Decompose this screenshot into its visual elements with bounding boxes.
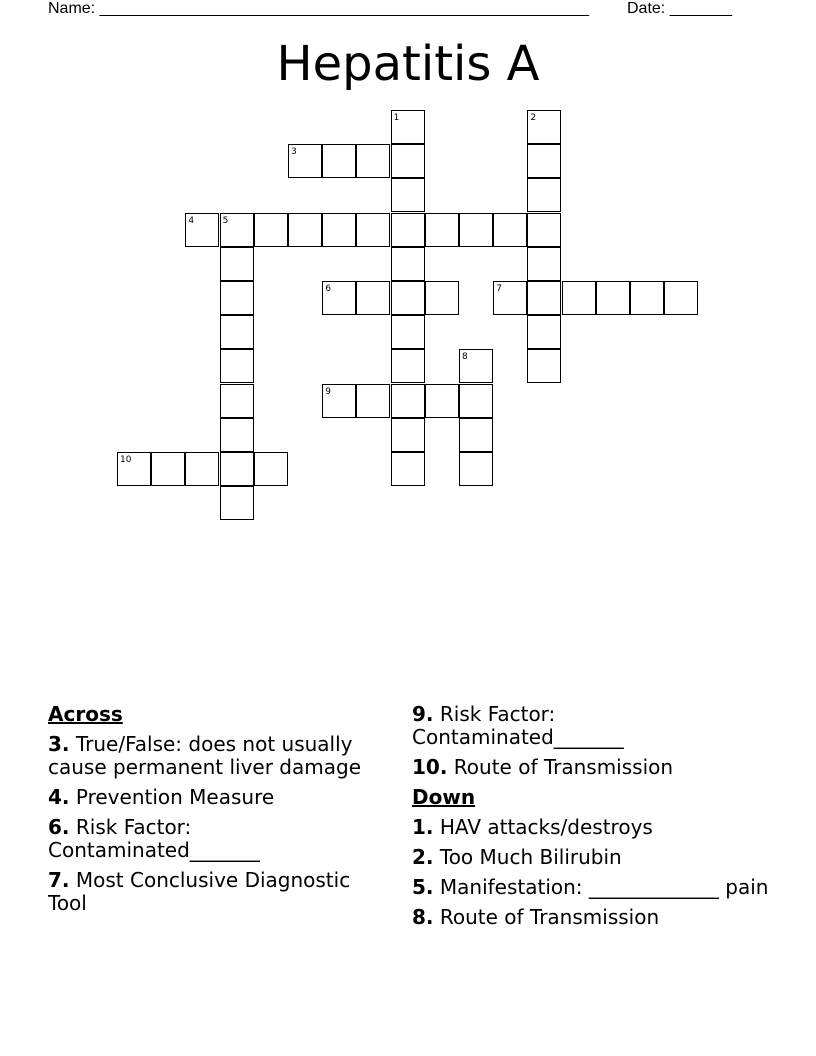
grid-cell[interactable]	[254, 452, 288, 486]
grid-cell[interactable]	[220, 486, 254, 520]
page-title: Hepatitis A	[276, 36, 540, 92]
clue-number-8: 8	[462, 352, 468, 363]
grid-cell[interactable]	[356, 144, 390, 178]
grid-cell[interactable]	[185, 452, 219, 486]
grid-cell[interactable]	[356, 281, 390, 315]
grid-cell[interactable]	[493, 213, 527, 247]
grid-cell[interactable]	[288, 213, 322, 247]
clue-number-10: 10	[120, 455, 132, 465]
grid-cell[interactable]	[527, 247, 561, 281]
grid-cell[interactable]	[596, 281, 630, 315]
clues-column-right	[412, 703, 772, 936]
grid-cell[interactable]	[425, 281, 459, 315]
grid-cell[interactable]	[391, 247, 425, 281]
clue-down-2: 2. Too Much Bilirubin	[412, 845, 622, 869]
grid-cell[interactable]	[664, 281, 698, 315]
grid-cell[interactable]	[630, 281, 664, 315]
grid-cell[interactable]	[220, 315, 254, 349]
grid-cell[interactable]	[322, 144, 356, 178]
grid-cell[interactable]	[459, 213, 493, 247]
grid-cell[interactable]	[391, 213, 425, 247]
clue-number-6: 6	[325, 284, 331, 294]
clue-across-6: 6. Risk Factor: Contaminated_______	[48, 815, 260, 862]
name-field[interactable]: Name: _______________________________________________________	[48, 0, 589, 17]
clues-column-left	[48, 703, 383, 922]
grid-cell[interactable]	[254, 213, 288, 247]
clue-down-5: 5. Manifestation: _____________ pain	[412, 875, 769, 899]
grid-cell[interactable]	[425, 384, 459, 418]
grid-cell[interactable]	[391, 178, 425, 212]
clue-number-7: 7	[496, 284, 502, 294]
grid-cell[interactable]	[527, 281, 561, 315]
clue-number-2: 2	[530, 113, 537, 123]
grid-cell[interactable]	[356, 384, 390, 418]
grid-cell[interactable]	[391, 281, 425, 315]
grid-cell[interactable]	[562, 281, 596, 315]
grid-cell[interactable]	[322, 213, 356, 247]
grid-cell[interactable]	[220, 452, 254, 486]
grid-cell[interactable]	[459, 452, 493, 486]
clue-number-5: 5	[222, 215, 229, 226]
clue-across-4: 4. Prevention Measure	[48, 785, 275, 809]
clue-down-1: 1. HAV attacks/destroys	[412, 815, 653, 839]
clue-across-3: 3. True/False: does not usually cause permanent liver damage	[48, 732, 361, 779]
clue-number-3: 3	[291, 147, 297, 158]
grid-cell[interactable]	[527, 349, 561, 383]
grid-cell[interactable]	[391, 349, 425, 383]
grid-cell[interactable]	[527, 213, 561, 247]
grid-cell[interactable]	[391, 452, 425, 486]
across-heading: Across	[48, 702, 123, 726]
grid-cell[interactable]	[356, 213, 390, 247]
clue-across-10: 10. Route of Transmission	[412, 755, 674, 779]
clue-down-8: 8. Route of Transmission	[412, 905, 660, 929]
grid-cell[interactable]	[459, 418, 493, 452]
grid-cell[interactable]	[527, 144, 561, 178]
clue-number-4: 4	[188, 215, 195, 226]
grid-cell[interactable]	[220, 384, 254, 418]
grid-cell[interactable]	[527, 315, 561, 349]
grid-cell[interactable]	[220, 281, 254, 315]
clue-number-1: 1	[393, 113, 400, 123]
grid-cell[interactable]	[220, 349, 254, 383]
grid-cell[interactable]	[391, 144, 425, 178]
grid-cell[interactable]	[391, 384, 425, 418]
date-field[interactable]: Date: _______	[627, 0, 732, 17]
grid-cell[interactable]	[220, 247, 254, 281]
grid-cell[interactable]	[391, 315, 425, 349]
grid-cell[interactable]	[220, 418, 254, 452]
grid-cell[interactable]	[391, 418, 425, 452]
clue-number-9: 9	[325, 386, 331, 397]
grid-cell[interactable]	[425, 213, 459, 247]
grid-cell[interactable]	[527, 178, 561, 212]
grid-cell[interactable]	[459, 384, 493, 418]
down-heading: Down	[412, 785, 476, 809]
clue-across-7: 7. Most Conclusive Diagnostic Tool	[48, 868, 351, 915]
clue-across-9: 9. Risk Factor: Contaminated_______	[412, 702, 624, 749]
grid-cell[interactable]	[151, 452, 185, 486]
